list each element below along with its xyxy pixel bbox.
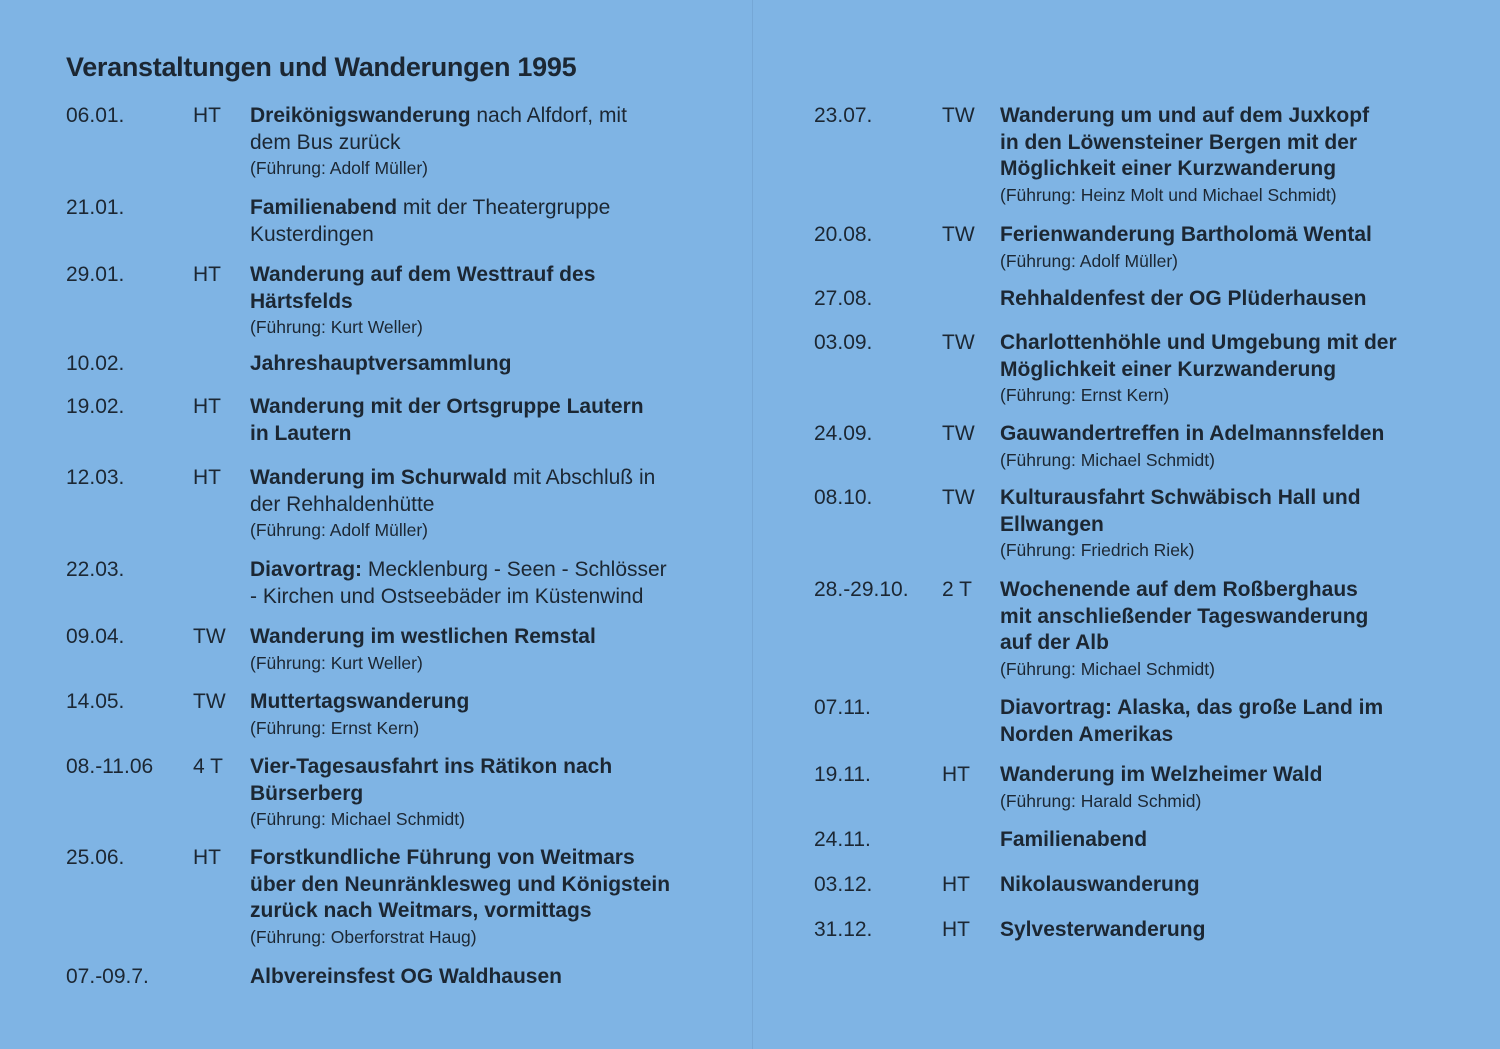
- event-description: [250, 689, 740, 740]
- event-title: Jahreshauptversammlung: [250, 352, 512, 375]
- event-title: Dreikönigswanderung: [250, 104, 471, 127]
- event-description: [1000, 286, 1480, 313]
- event-description: [250, 394, 740, 447]
- event-guide-note: (Führung: Ernst Kern): [250, 717, 420, 738]
- event-description: [1000, 917, 1480, 944]
- page-title: Veranstaltungen und Wanderungen 1995: [66, 52, 577, 82]
- event-description: [250, 351, 740, 378]
- event-title: Familienabend: [250, 196, 398, 219]
- event-type-code: TW: [193, 690, 226, 713]
- event-date: 07.-09.7.: [66, 965, 149, 988]
- event-title: Gauwandertreffen in Adelmannsfelden: [1000, 422, 1385, 445]
- event-date: 23.07.: [814, 104, 873, 127]
- event-title: Härtsfelds: [250, 289, 353, 313]
- event-description: [1000, 827, 1480, 854]
- event-title: Muttertagswanderung: [250, 690, 470, 713]
- event-title: in den Löwensteiner Bergen mit der: [1000, 130, 1358, 154]
- event-title: Möglichkeit einer Kurzwanderung: [1000, 157, 1337, 180]
- event-description: [1000, 222, 1480, 273]
- event-detail: - Kirchen und Ostseebäder im Küstenwind: [250, 584, 644, 608]
- event-date: 03.09.: [814, 331, 873, 354]
- event-type-code: TW: [942, 422, 975, 445]
- event-title: zurück nach Weitmars, vormittags: [250, 899, 592, 922]
- event-detail: dem Bus zurück: [250, 130, 401, 154]
- event-description: [1000, 872, 1480, 899]
- event-date: 08.-11.06: [66, 755, 154, 778]
- event-guide-note: (Führung: Michael Schmidt): [1000, 449, 1215, 470]
- event-guide-note: (Führung: Adolf Müller): [1000, 250, 1178, 271]
- event-title: Wanderung auf dem Westtrauf des: [250, 263, 596, 286]
- event-guide-note: (Führung: Michael Schmidt): [1000, 658, 1215, 679]
- event-date: 19.11.: [814, 763, 871, 786]
- event-type-code: HT: [942, 873, 970, 896]
- event-type-code: TW: [942, 223, 975, 246]
- event-description: [1000, 762, 1480, 813]
- event-type-code: TW: [942, 104, 975, 127]
- event-title: Kulturausfahrt Schwäbisch Hall und: [1000, 486, 1361, 509]
- event-description: [1000, 577, 1480, 681]
- event-title: Familienabend: [1000, 828, 1148, 851]
- event-title: über den Neunränklesweg und Königstein: [250, 872, 671, 896]
- event-guide-note: (Führung: Oberforstrat Haug): [250, 926, 477, 947]
- event-type-code: HT: [193, 263, 221, 286]
- event-date: 27.08.: [814, 287, 873, 310]
- event-description: [1000, 485, 1480, 562]
- event-title: Bürserberg: [250, 781, 364, 805]
- event-description: [250, 845, 740, 949]
- event-detail: mit der Theatergruppe: [397, 196, 611, 219]
- event-date: 22.03.: [66, 558, 125, 581]
- event-description: [1000, 421, 1480, 472]
- event-date: 29.01.: [66, 263, 125, 286]
- event-title: Albvereinsfest OG Waldhausen: [250, 965, 562, 988]
- event-description: [250, 624, 740, 675]
- event-date: 09.04.: [66, 625, 125, 648]
- event-title: Wanderung im Welzheimer Wald: [1000, 763, 1323, 786]
- event-date: 06.01.: [66, 104, 125, 127]
- event-guide-note: (Führung: Adolf Müller): [250, 158, 428, 178]
- event-date: 28.-29.10.: [814, 578, 909, 601]
- event-title: Wanderung im Schurwald: [250, 466, 508, 489]
- event-title: in Lautern: [250, 421, 352, 445]
- event-title: Diavortrag:: [250, 558, 363, 581]
- event-description: [250, 465, 740, 542]
- event-title: Ferienwanderung Bartholomä Wental: [1000, 223, 1372, 246]
- event-guide-note: (Führung: Ernst Kern): [1000, 385, 1170, 405]
- event-date: 20.08.: [814, 223, 873, 246]
- event-date: 03.12.: [814, 873, 873, 896]
- event-description: [250, 964, 740, 991]
- event-guide-note: (Führung: Kurt Weller): [250, 652, 423, 673]
- event-type-code: TW: [942, 331, 975, 354]
- event-description: [250, 754, 740, 831]
- event-type-code: TW: [193, 625, 226, 648]
- event-title: Möglichkeit einer Kurzwanderung: [1000, 357, 1337, 381]
- event-type-code: HT: [942, 918, 970, 941]
- event-title: Vier-Tagesausfahrt ins Rätikon nach: [250, 755, 613, 778]
- event-description: [250, 195, 740, 248]
- event-date: 25.06.: [66, 846, 125, 869]
- event-guide-note: (Führung: Friedrich Riek): [1000, 540, 1195, 560]
- event-title: auf der Alb: [1000, 631, 1109, 654]
- event-guide-note: (Führung: Harald Schmid): [1000, 790, 1202, 811]
- event-title: Sylvesterwanderung: [1000, 918, 1206, 941]
- event-description: [1000, 330, 1480, 407]
- event-title: Wanderung um und auf dem Juxkopf: [1000, 104, 1370, 127]
- event-type-code: 2 T: [942, 578, 972, 601]
- event-description: [1000, 103, 1480, 207]
- event-detail: Kusterdingen: [250, 222, 374, 246]
- event-date: 21.01.: [66, 196, 125, 219]
- event-title: mit anschließender Tageswanderung: [1000, 604, 1369, 628]
- event-date: 19.02.: [66, 395, 125, 418]
- event-date: 24.09.: [814, 422, 873, 445]
- event-date: 10.02.: [66, 352, 125, 375]
- event-title: Ellwangen: [1000, 512, 1104, 536]
- event-type-code: HT: [193, 395, 221, 418]
- event-title: Wanderung mit der Ortsgruppe Lautern: [250, 395, 644, 418]
- event-type-code: HT: [193, 466, 221, 489]
- event-description: [250, 103, 740, 180]
- event-type-code: HT: [193, 846, 221, 869]
- event-title: Wanderung im westlichen Remstal: [250, 625, 596, 648]
- event-title: Rehhaldenfest der OG Plüderhausen: [1000, 287, 1367, 310]
- event-detail: mit Abschluß in: [507, 466, 656, 489]
- event-description: [1000, 695, 1480, 748]
- event-guide-note: (Führung: Heinz Molt und Michael Schmidt): [1000, 184, 1337, 205]
- event-date: 12.03.: [66, 466, 125, 489]
- event-type-code: HT: [942, 763, 970, 786]
- event-type-code: TW: [942, 486, 975, 509]
- event-title: Charlottenhöhle und Umgebung mit der: [1000, 331, 1397, 354]
- event-type-code: HT: [193, 104, 221, 127]
- event-detail: Mecklenburg - Seen - Schlösser: [362, 558, 667, 581]
- event-title: Wochenende auf dem Roßberghaus: [1000, 578, 1358, 601]
- event-detail: der Rehhaldenhütte: [250, 492, 435, 516]
- event-guide-note: (Führung: Kurt Weller): [250, 317, 423, 337]
- fold-line: [752, 0, 753, 1049]
- event-title: Norden Amerikas: [1000, 722, 1174, 746]
- event-title: Nikolauswanderung: [1000, 873, 1200, 896]
- event-date: 08.10.: [814, 486, 873, 509]
- event-type-code: 4 T: [193, 755, 223, 778]
- event-date: 24.11.: [814, 828, 871, 851]
- event-description: [250, 557, 740, 610]
- event-detail: nach Alfdorf, mit: [470, 104, 627, 127]
- event-date: 14.05.: [66, 690, 125, 713]
- event-title: Forstkundliche Führung von Weitmars: [250, 846, 635, 869]
- event-title: Diavortrag: Alaska, das große Land im: [1000, 696, 1384, 719]
- event-guide-note: (Führung: Adolf Müller): [250, 520, 428, 540]
- event-guide-note: (Führung: Michael Schmidt): [250, 809, 465, 829]
- event-date: 31.12.: [814, 918, 873, 941]
- event-description: [250, 262, 740, 339]
- event-date: 07.11.: [814, 696, 871, 719]
